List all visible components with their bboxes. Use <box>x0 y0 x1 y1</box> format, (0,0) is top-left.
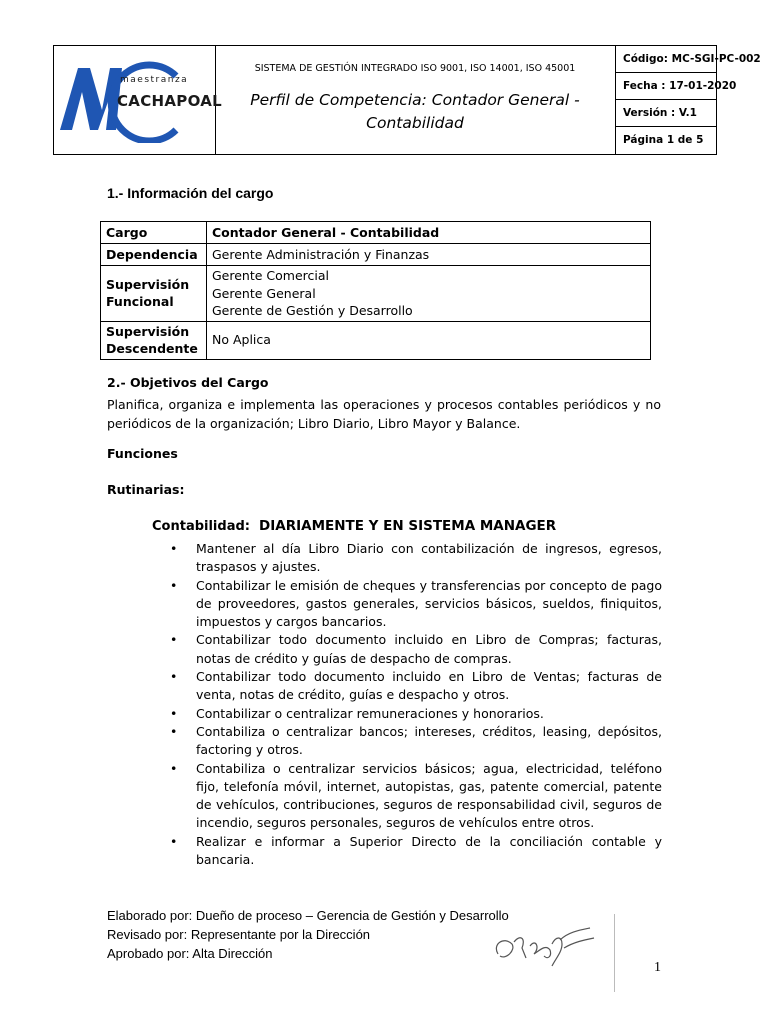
list-item-text: Contabilizar le emisión de cheques y transferencias por concepto de pago de proveedores, gastos generales, servicios básicos, sueldos, finiquitos, impuestos y cargos bancarios. <box>196 577 662 630</box>
list-item-text: Contabiliza o centralizar bancos; intereses, créditos, leasing, depósitos, factoring y otros. <box>196 723 662 758</box>
bullet-icon: • <box>170 669 178 685</box>
bullet-icon: • <box>170 577 178 593</box>
task-list <box>170 540 662 869</box>
dependencia-value: Gerente Administración y Finanzas <box>207 244 651 266</box>
elaborado-por: Elaborado por: Dueño de proceso – Gerencia de Gestión y Desarrollo <box>107 908 509 923</box>
revisado-por: Revisado por: Representante por la Dirección <box>107 927 371 942</box>
list-item <box>170 705 662 723</box>
objective-text: Planifica, organiza e implementa las operaciones y procesos contables periódicos y no periódicos de la organización; Libro Diario, Libro Mayor y Balance. <box>107 397 661 431</box>
sup-funcional-key: Supervisión Funcional <box>101 266 207 322</box>
sup-funcional-item: Gerente de Gestión y Desarrollo <box>212 303 413 318</box>
doc-meta-cell <box>616 46 761 154</box>
rutinarias-heading: Rutinarias: <box>107 482 185 497</box>
aprobado-por: Aprobado por: Alta Dirección <box>107 946 273 961</box>
contabilidad-label: Contabilidad: <box>152 519 250 534</box>
list-item <box>170 577 662 632</box>
system-title: SISTEMA DE GESTIÓN INTEGRADO ISO 9001, ISO 14001, ISO 45001 <box>254 63 576 74</box>
bullet-icon: • <box>170 541 178 556</box>
bullet-icon: • <box>170 723 178 739</box>
logo-cell <box>54 46 222 154</box>
logo-company-name: CACHAPOAL <box>117 92 222 110</box>
doc-version: Versión : V.1 <box>616 100 717 127</box>
bullet-icon: • <box>170 632 178 648</box>
signature <box>490 914 600 974</box>
signature-divider <box>614 914 615 992</box>
approval-footer <box>107 906 509 963</box>
list-item <box>170 723 662 760</box>
list-item-text: Contabiliza o centralizar servicios básicos; agua, electricidad, teléfono fijo, telefonía móvil, internet, autopistas, gas, patente comercial, patente de vehículos, contribuciones, seguros de responsabilidad civil, seguros de incendio, seguros personales, seguros de vehículos entre otros. <box>196 760 662 831</box>
logo-small-text: maestranza <box>120 75 189 85</box>
sup-funcional-item: Gerente General <box>212 285 316 301</box>
list-item-text: Realizar e informar a Superior Directo de la conciliación contable y bancaria. <box>196 833 662 868</box>
doc-date: Fecha : 17-01-2020 <box>616 73 717 100</box>
job-info-table <box>100 221 651 360</box>
funciones-heading: Funciones <box>107 446 178 461</box>
doc-page: Página 1 de 5 <box>623 134 704 146</box>
list-item <box>170 631 662 668</box>
list-item-text: Mantener al día Libro Diario con contabilización de ingresos, egresos, traspasos y ajustes. <box>196 541 662 575</box>
list-item-text: Contabilizar o centralizar remuneraciones y honorarios. <box>196 705 544 721</box>
cargo-value: Contador General - Contabilidad <box>207 222 651 244</box>
page-number: 1 <box>654 960 661 975</box>
list-item <box>170 540 662 577</box>
sup-funcional-values <box>207 266 651 322</box>
title-cell <box>215 46 616 154</box>
list-item <box>170 668 662 705</box>
list-item-text: Contabilizar todo documento incluido en Libro de Compras; facturas, notas de crédito y guías de despacho de compras. <box>196 632 662 666</box>
list-item-text: Contabilizar todo documento incluido en Libro de Ventas; facturas de venta, notas de crédito, guías e despacho y otros. <box>196 669 662 703</box>
bullet-icon: • <box>170 833 178 849</box>
document-header <box>53 45 761 155</box>
sup-funcional-item: Gerente Comercial <box>212 268 330 283</box>
doc-code: Código: MC-SGI-PC-002 <box>616 46 717 73</box>
document-title: Perfil de Competencia: Contador General - Contabilidad <box>250 91 580 132</box>
table-row <box>101 244 651 266</box>
cargo-key: Cargo <box>101 222 207 244</box>
sup-descendente-key: Supervisión Descendente <box>101 321 207 359</box>
bullet-icon: • <box>170 760 178 776</box>
table-row <box>101 266 651 322</box>
sup-descendente-value: No Aplica <box>207 321 651 359</box>
section-1-title: 1.- Información del cargo <box>107 185 274 201</box>
contabilidad-caps: DIARIAMENTE Y EN SISTEMA MANAGER <box>259 518 557 534</box>
section-2-title: 2.- Objetivos del Cargo <box>107 375 269 390</box>
dependencia-key: Dependencia <box>101 244 207 266</box>
list-item <box>170 760 662 833</box>
list-item <box>170 833 662 870</box>
bullet-icon: • <box>170 705 178 721</box>
contabilidad-heading <box>152 518 556 534</box>
table-row <box>101 222 651 244</box>
table-row <box>101 321 651 359</box>
